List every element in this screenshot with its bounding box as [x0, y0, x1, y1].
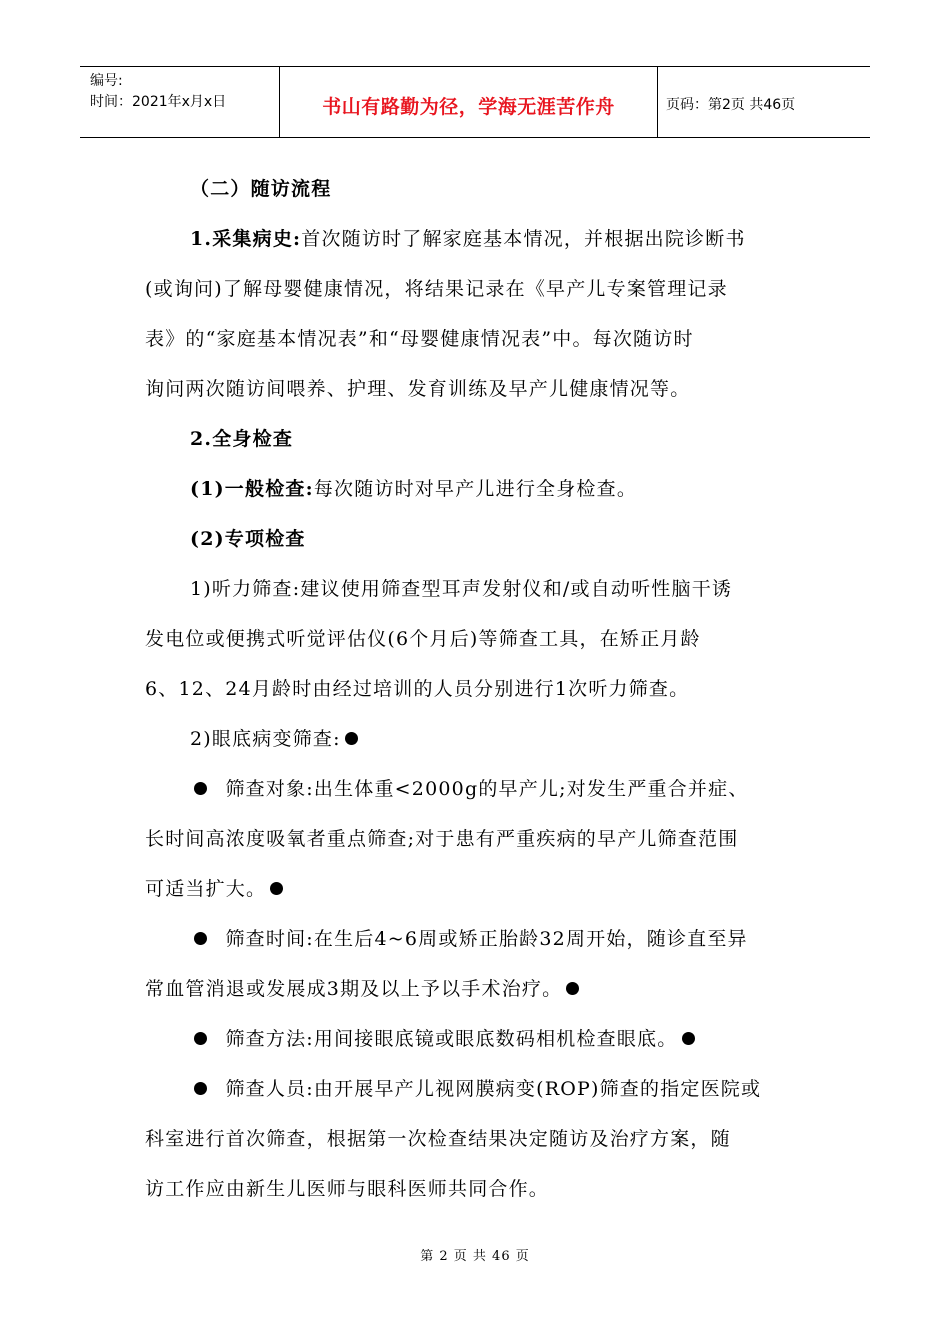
general-exam-text: 每次随访时对早产儿进行全身检查。	[313, 478, 638, 500]
bullet-dot-icon	[194, 1082, 207, 1095]
section-title: （二）随访流程	[190, 178, 332, 200]
bullet-dot-icon	[270, 882, 283, 895]
bullet-dot-icon	[345, 732, 358, 745]
physical-exam-heading: 2.全身检查	[190, 428, 294, 450]
paragraph-history-line-2: (或询问)了解母婴健康情况，将结果记录在《早产儿专案管理记录	[145, 278, 728, 300]
fundus-screening-title: 2)眼底病变筛查:	[190, 728, 341, 750]
document-date: 时间：2021年x月x日	[90, 94, 227, 110]
header-motto-cell	[280, 67, 658, 137]
screening-staff-text: 筛查人员:由开展早产儿视网膜病变(ROP)筛查的指定医院或	[225, 1078, 762, 1100]
screening-time-line-1	[190, 924, 748, 951]
bullet-dot-icon	[194, 782, 207, 795]
document-number-label: 编号:	[90, 73, 123, 89]
screening-time-text: 筛查时间:在生后4~6周或矫正胎龄32周开始，随诊直至异	[225, 928, 748, 950]
screening-target-text: 筛查对象:出生体重<2000g的早产儿;对发生严重合并症、	[225, 778, 749, 800]
hearing-screening-line-1: 1)听力筛查:建议使用筛查型耳声发射仪和/或自动听性脑干诱	[190, 578, 733, 600]
bullet-dot-icon	[682, 1032, 695, 1045]
screening-method-text: 筛查方法:用间接眼底镜或眼底数码相机检查眼底。	[225, 1028, 678, 1050]
paragraph-history-line-3: 表》的“家庭基本情况表”和“母婴健康情况表”中。每次随访时	[145, 328, 694, 350]
screening-target-line-2: 长时间高浓度吸氧者重点筛查;对于患有严重疾病的早产儿筛查范围	[145, 828, 739, 850]
bullet-dot-icon	[194, 932, 207, 945]
header-motto: 书山有路勤为径，学海无涯苦作舟	[322, 95, 615, 118]
hearing-screening-line-3: 6、12、24月龄时由经过培训的人员分别进行1次听力筛查。	[145, 678, 690, 700]
history-text: 首次随访时了解家庭基本情况，并根据出院诊断书	[301, 228, 746, 250]
fundus-screening-title-line	[190, 724, 362, 751]
screening-target-end: 可适当扩大。	[145, 878, 267, 900]
general-exam-heading: (1)一般检查:	[190, 478, 314, 500]
paragraph-history-line-1	[190, 224, 746, 251]
screening-staff-line-1	[190, 1074, 761, 1101]
page-header	[80, 66, 870, 138]
header-meta	[80, 67, 280, 137]
page-footer: 第 2 页 共 46 页	[420, 1249, 530, 1264]
screening-method-line	[190, 1024, 699, 1051]
bullet-dot-icon	[566, 982, 579, 995]
hearing-screening-line-2: 发电位或便携式听觉评估仪(6个月后)等筛查工具，在矫正月龄	[145, 628, 701, 650]
general-exam-line	[190, 474, 637, 501]
screening-time-end: 常血管消退或发展成3期及以上予以手术治疗。	[145, 978, 563, 1000]
screening-target-line-3	[145, 874, 287, 901]
history-heading: 1.采集病史:	[190, 228, 302, 250]
screening-staff-line-3: 访工作应由新生儿医师与眼科医师共同合作。	[145, 1178, 550, 1200]
screening-time-line-2	[145, 974, 583, 1001]
special-exam-heading: (2)专项检查	[190, 528, 306, 550]
header-page-info: 页码：第2页 共46页	[666, 97, 796, 113]
screening-target-line-1	[190, 774, 749, 801]
bullet-dot-icon	[194, 1032, 207, 1045]
screening-staff-line-2: 科室进行首次筛查，根据第一次检查结果决定随访及治疗方案，随	[145, 1128, 731, 1150]
paragraph-history-line-4: 询问两次随访间喂养、护理、发育训练及早产儿健康情况等。	[145, 378, 691, 400]
